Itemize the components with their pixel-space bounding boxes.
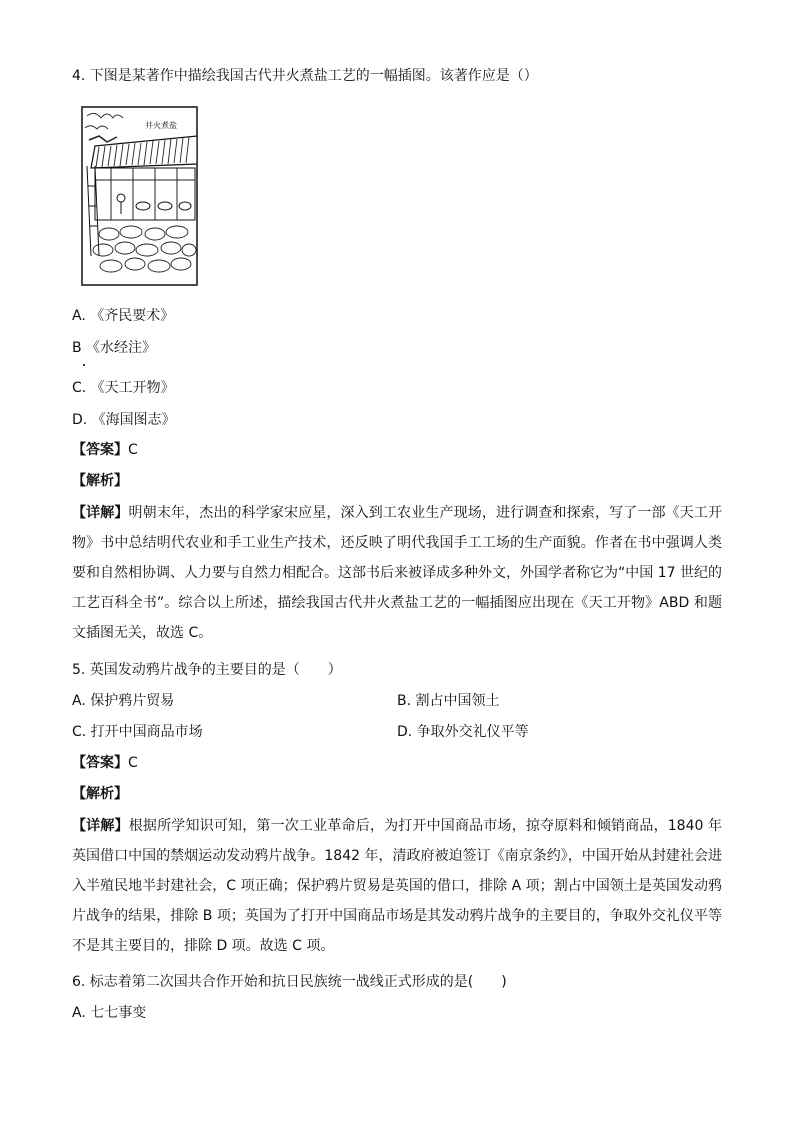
q5-option-a: A. 保护鸦片贸易 (72, 693, 175, 709)
q4-detail (72, 498, 722, 648)
q4-option-b: B 《水经注》 (72, 340, 157, 356)
answer-value: C (128, 442, 138, 458)
q4-stem: 4. 下图是某著作中描绘我国古代井火煮盐工艺的一幅插图。该著作应是（） (72, 68, 538, 84)
answer-tag: 【答案】 (72, 755, 128, 771)
q5-detail (72, 811, 722, 961)
answer-tag: 【答案】 (72, 442, 128, 458)
q6-stem: 6. 标志着第二次国共合作开始和抗日民族统一战线正式形成的是( ) (72, 974, 507, 990)
q4-option-d: D. 《海国图志》 (72, 412, 176, 428)
detail-tag: 【详解】 (72, 818, 129, 834)
q5-option-c: C. 打开中国商品市场 (72, 724, 203, 740)
analysis-tag: 【解析】 (72, 786, 128, 802)
detail-tag: 【详解】 (72, 505, 129, 521)
q5-option-b: B. 割占中国领土 (397, 693, 500, 709)
q4-option-c: C. 《天工开物》 (72, 380, 175, 396)
q6-option-a: A. 七七事变 (72, 1005, 147, 1021)
salt-boiling-illustration (81, 106, 198, 286)
figure-caption: 井火煮盐 (145, 121, 177, 130)
detail-text: 明朝末年，杰出的科学家宋应星，深入到工农业生产现场，进行调查和探索，写了一部《天工开物》书中总结明代农业和手工业生产技术，还反映了明代我国手工工场的生产面貌。作者在书中强调人类要和自然相协调、人力要与自然力相配合。这部书后来被译成多种外文，外国学者称它为“中国 17 世纪的工艺百科全书”。综合以上所述，描绘我国古代井火煮盐工艺的一幅插图应出现在《天工开物》ABD 和题文插图无关，故选 C。 (72, 505, 723, 641)
q4-option-a: A. 《齐民要术》 (72, 308, 175, 324)
answer-value: C (128, 755, 138, 771)
q4-analysis-tag (72, 471, 128, 491)
detail-text: 根据所学知识可知，第一次工业革命后，为打开中国商品市场，掠夺原料和倾销商品，1840 年英国借口中国的禁烟运动发动鸦片战争。1842 年，清政府被迫签订《南京条约》，中国开始从封建社会进入半殖民地半封建社会，C 项正确；保护鸦片贸易是英国的借口，排除 A 项；割占中国领土是英国发动鸦片战争的结果，排除 B 项；英国为了打开中国商品市场是其发动鸦片战争的主要目的，争取外交礼仪平等不是其主要目的，排除 D 项。故选 C 项。 (72, 818, 723, 954)
analysis-tag: 【解析】 (72, 473, 128, 489)
q5-option-d: D. 争取外交礼仪平等 (397, 724, 529, 740)
q5-stem: 5. 英国发动鸦片战争的主要目的是（ ） (72, 662, 342, 678)
stray-dot (83, 364, 85, 366)
q5-answer (72, 753, 138, 773)
q5-analysis-tag (72, 784, 128, 804)
q4-answer (72, 440, 138, 460)
